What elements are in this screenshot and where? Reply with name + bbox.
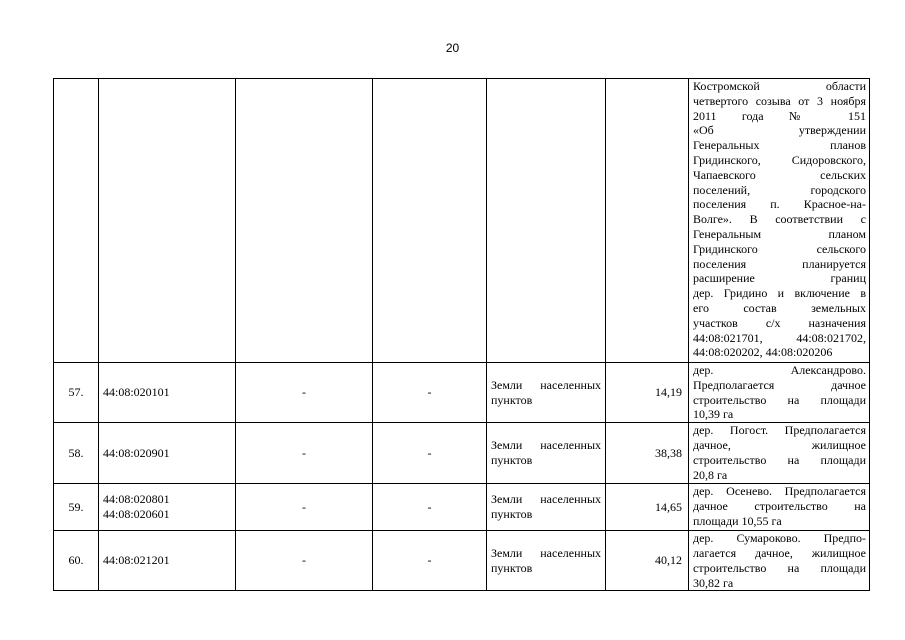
col4-cell: - <box>373 484 487 531</box>
note-line: строительство на площади <box>693 560 866 575</box>
note-line: Гридинского, Сидоровского, <box>693 152 866 167</box>
cadastral-cell <box>99 423 236 484</box>
note-cell <box>689 423 870 484</box>
row-number: 58. <box>54 423 99 484</box>
note-line: лагается дачное, жилищное <box>693 545 866 560</box>
note-line: поселения п. Красное-на- <box>693 197 866 212</box>
page-number: 20 <box>445 41 460 55</box>
note-line: Генеральных планов <box>693 138 866 153</box>
note-line: строительство на площади <box>693 392 866 407</box>
note-line: поселений, городского <box>693 182 866 197</box>
col4-cell: - <box>373 531 487 591</box>
note-line: Предполагается дачное <box>693 377 866 392</box>
cadastral-cell <box>99 79 236 363</box>
col3-cell: - <box>236 423 373 484</box>
note-line: строительство на площади <box>693 452 866 467</box>
col4-cell: - <box>373 423 487 484</box>
note-cell <box>689 363 870 423</box>
note-line: его состав земельных <box>693 300 866 315</box>
cadastral-number: 44:08:020801 <box>103 492 170 507</box>
note-cell <box>689 79 870 363</box>
note-line: дер. Александрово. <box>693 363 866 377</box>
note-line: участков с/х назначения <box>693 315 866 330</box>
area-cell <box>606 79 689 363</box>
note-line: 30,82 га <box>693 575 734 590</box>
note-line: поселения планируется <box>693 256 866 271</box>
note-line: площади 10,55 га <box>693 513 782 528</box>
note-line: 2011 года № 151 <box>693 108 866 123</box>
table-row <box>54 531 870 591</box>
note-cell <box>689 484 870 531</box>
col3-cell: - <box>236 363 373 423</box>
note-line: Чапаевского сельских <box>693 167 866 182</box>
table-row <box>54 484 870 531</box>
note-line: 20,8 га <box>693 467 728 482</box>
land-category: Земли населенных пунктов <box>487 363 606 423</box>
col4-cell <box>373 79 487 363</box>
col4-cell: - <box>373 363 487 423</box>
land-plots-table <box>53 78 870 591</box>
table-row <box>54 363 870 423</box>
note-line: Волге». В соответствии с <box>693 212 866 227</box>
area-value: 14,19 <box>606 363 689 423</box>
col3-cell <box>236 79 373 363</box>
note-line: дер. Гридино и включение в <box>693 286 866 301</box>
note-line: дачное строительство на <box>693 498 866 513</box>
cadastral-number: 44:08:020101 <box>103 385 170 400</box>
note-cell <box>689 531 870 591</box>
category-cell <box>487 79 606 363</box>
note-line: Костромской области <box>693 79 866 93</box>
note-line: расширение границ <box>693 271 866 286</box>
row-number: 59. <box>54 484 99 531</box>
area-value: 40,12 <box>606 531 689 591</box>
cadastral-cell <box>99 484 236 531</box>
land-category: Земли населенных пунктов <box>487 484 606 531</box>
num-cell <box>54 79 99 363</box>
area-value: 38,38 <box>606 423 689 484</box>
land-category: Земли населенных пунктов <box>487 531 606 591</box>
land-category: Земли населенных пунктов <box>487 423 606 484</box>
col3-cell: - <box>236 531 373 591</box>
table-row-continuation <box>54 79 870 363</box>
row-number: 60. <box>54 531 99 591</box>
note-line: дер. Погост. Предполагается <box>693 423 866 438</box>
note-line: Генеральным планом <box>693 226 866 241</box>
cadastral-number: 44:08:020601 <box>103 507 170 522</box>
col3-cell: - <box>236 484 373 531</box>
cadastral-number: 44:08:021201 <box>103 553 170 568</box>
cadastral-cell <box>99 363 236 423</box>
table-row <box>54 423 870 484</box>
note-line: дачное, жилищное <box>693 437 866 452</box>
note-line: 44:08:021701, 44:08:021702, <box>693 330 866 345</box>
note-line: 10,39 га <box>693 407 734 422</box>
note-line: «Об утверждении <box>693 123 866 138</box>
note-line: Гридинского сельского <box>693 241 866 256</box>
note-line: 44:08:020202, 44:08:020206 <box>693 345 833 360</box>
cadastral-cell <box>99 531 236 591</box>
note-line: дер. Сумароково. Предпо- <box>693 531 866 546</box>
cadastral-number: 44:08:020901 <box>103 445 170 460</box>
note-line: дер. Осенево. Предполагается <box>693 484 866 499</box>
area-value: 14,65 <box>606 484 689 531</box>
note-line: четвертого созыва от 3 ноября <box>693 93 866 108</box>
row-number: 57. <box>54 363 99 423</box>
